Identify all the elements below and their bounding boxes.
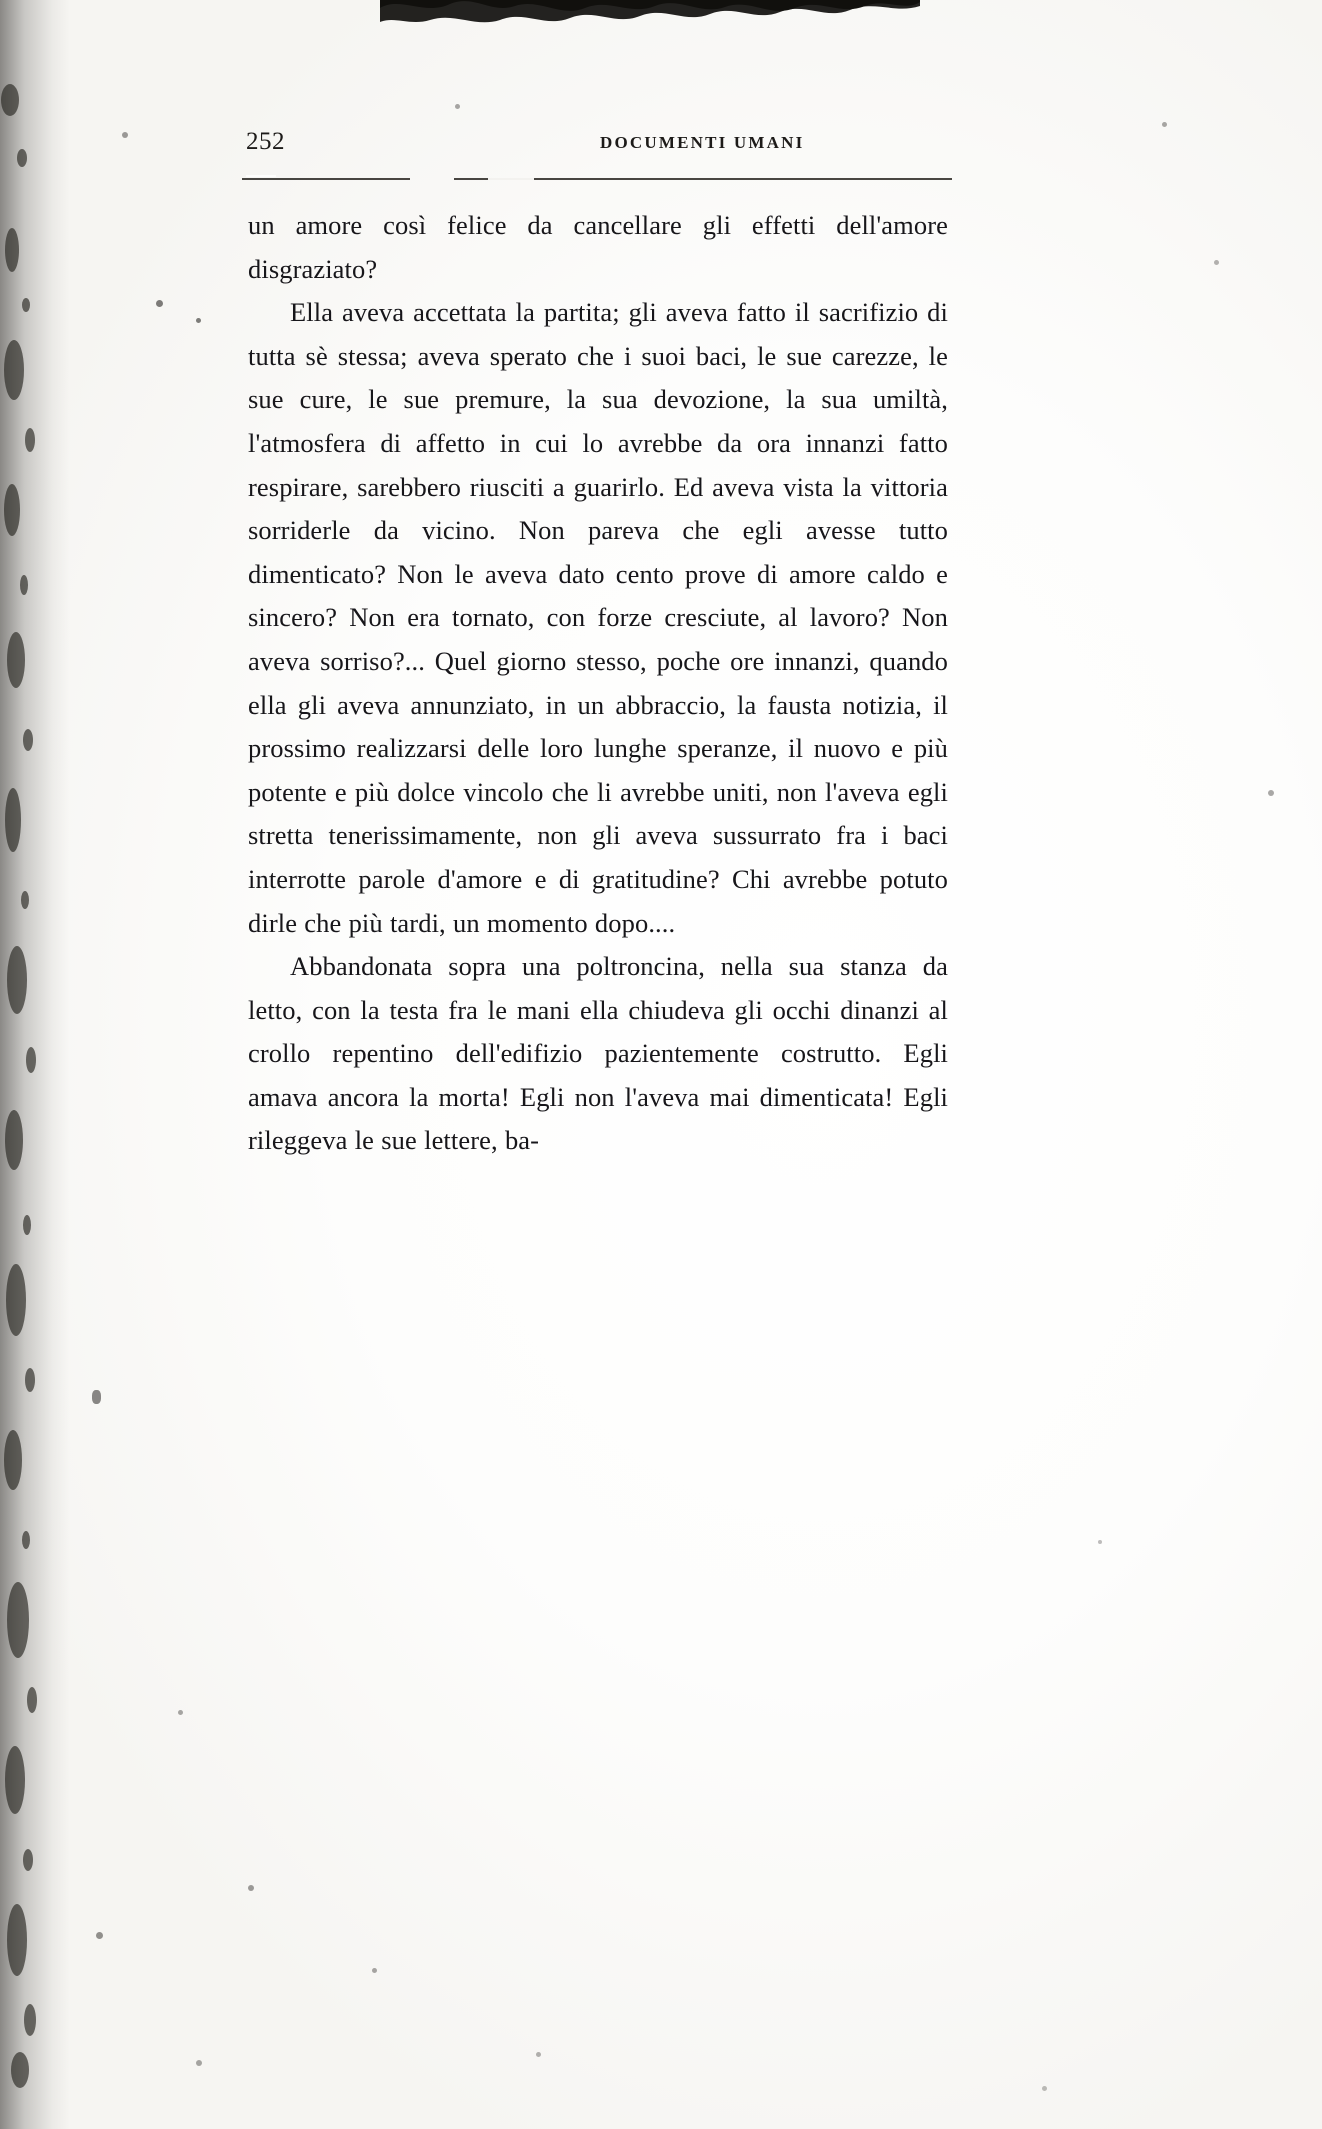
header-rule-left-segment [242,178,410,180]
header-rule-right-segment [454,178,952,180]
header-rule [248,174,948,188]
running-head-title: DOCUMENTI UMANI [600,133,805,152]
body-text [248,204,948,1163]
running-head [248,128,948,174]
paragraph: Abbandonata sopra una poltroncina, nella sua stanza da letto, con la testa fra le mani ella chiudeva gli occhi dinanzi al crollo repentino dell'edifizio pazientemente costrutto. Egli amava ancora la morta! Egli non l'aveva mai dimenticata! Egli rileggeva le sue lettere, ba- [248,951,948,1156]
page-number: 252 [246,128,285,155]
paragraph: Ella aveva accettata la partita; gli aveva fatto il sacrifizio di tutta sè stessa; aveva sperato che i suoi baci, le sue carezze, le sue cure, le sue premure, la sua devozione, la sua umiltà, l'atmosfera di affetto in cui lo avrebbe da ora innanzi fatto respirare, sarebbero riusciti a guarirlo. Ed aveva vista la vittoria sorriderle da vicino. Non pareva che egli avesse tutto dimenticato? Non le aveva dato cento prove di amore caldo e sincero? Non era tornato, con forze cresciute, al lavoro? Non aveva sorriso?... Quel giorno stesso, poche ore innanzi, quando ella gli aveva annunziato, in un abbraccio, la fausta notizia, il prossimo realizzarsi delle loro lunghe speranze, il nuovo e più potente e più dolce vincolo che li avrebbe uniti, non l'aveva egli stretta tenerissimamente, non gli aveva sussurrato fra i baci interrotte parole d'amore e di gratitudine? Chi avrebbe potuto dirle che più tardi, un momento dopo.... [248,297,948,938]
page-content [248,128,948,1163]
paragraph: un amore così felice da cancellare gli effetti dell'amore disgraziato? [248,210,948,284]
